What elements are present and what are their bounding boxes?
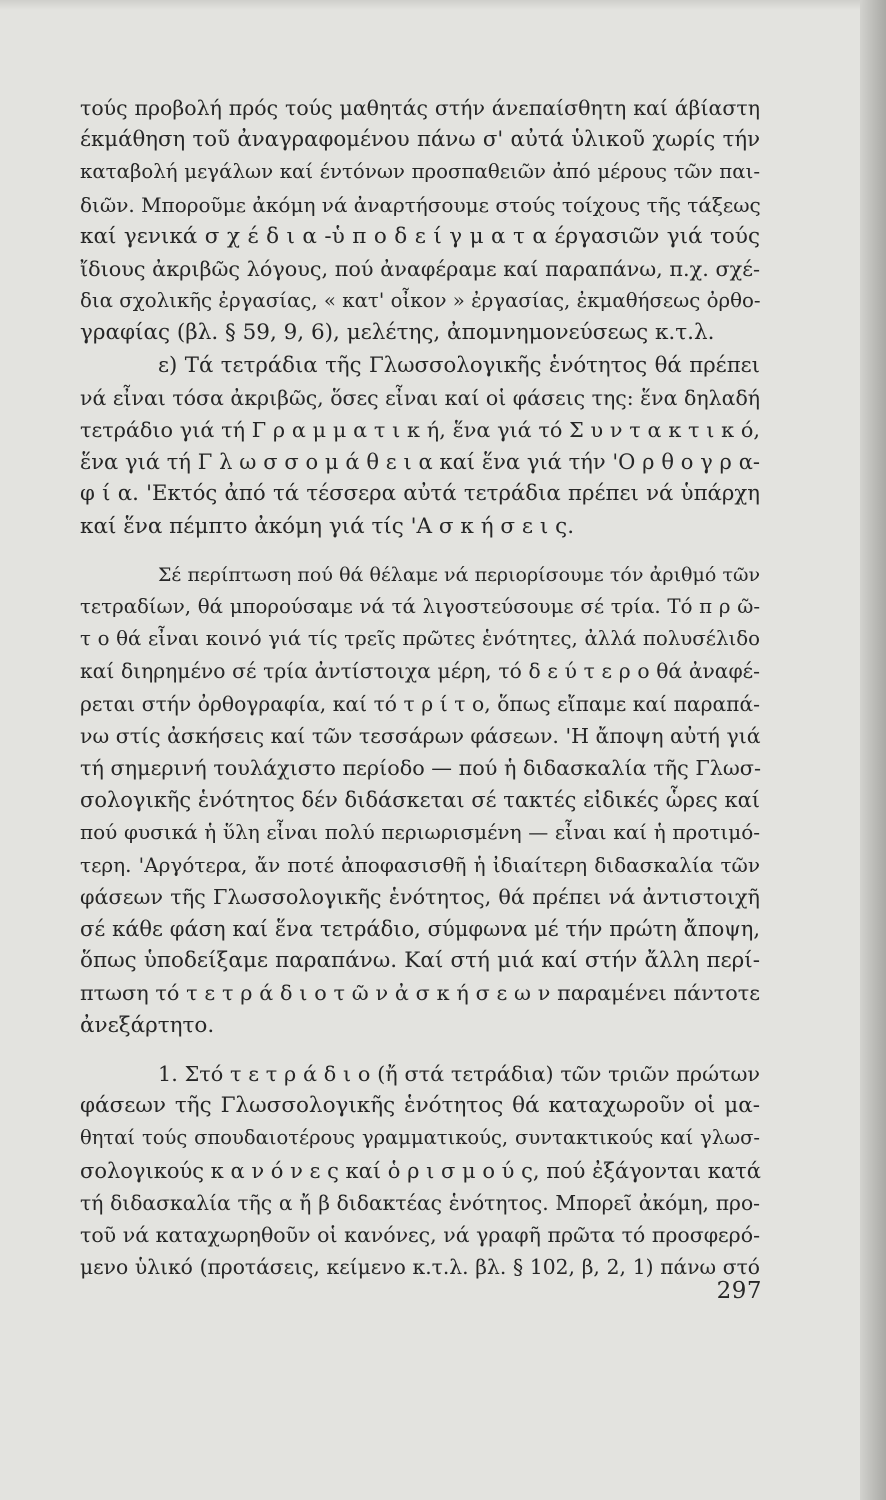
- paragraph-epsilon: [80, 350, 760, 543]
- text-line: Σέ περίπτωση πού θά θέλαμε νά περιορίσουμε τόν ἀριθμό τῶν: [158, 563, 760, 586]
- text-line: ἕνα γιά τή Γ λ ω σ σ ο μ ά θ ε ι α καί ἕνα γιά τήν 'Ο ρ θ ο γ ρ α-: [80, 450, 760, 475]
- paragraph-gap: [80, 543, 760, 559]
- text-line: ε) Τά τετράδια τῆς Γλωσσολογικῆς ἑνότητος θά πρέπει: [158, 352, 760, 378]
- text-line: ἴδιους ἀκριβῶς λόγους, πού ἀναφέραμε καί παραπάνω, π.χ. σχέ-: [80, 257, 760, 282]
- text-line: καί διηρημένο σέ τρία ἀντίστοιχα μέρη, τό δ ε ύ τ ε ρ ο θά ἀναφέ-: [80, 659, 760, 684]
- text-line: καί γενικά σ χ έ δ ι α -ὑ π ο δ ε ί γ μ α τ α έργασιῶν γιά τούς: [80, 223, 760, 249]
- text-line: τοῦ νά καταχωρηθοῦν οἱ κανόνες, νά γραφῆ πρῶτα τό προσφερό-: [80, 1222, 760, 1247]
- text-line: μενο ὑλικό (προτάσεις, κείμενο κ.τ.λ. βλ. § 102, β, 2, 1) πάνω στό: [80, 1255, 760, 1280]
- paragraph-gap: [80, 1042, 760, 1058]
- paragraph-three-notebooks: [80, 559, 760, 1042]
- text-line: σολογικούς κ α ν ό ν ε ς καί ὁ ρ ι σ μ ο ύ ς, πού ἐξάγονται κατά: [80, 1158, 761, 1183]
- text-line: έκμάθηση τοῦ ἀναγραφομένου πάνω σ' αὐτά ὑλικοῦ χωρίς τήν: [80, 127, 760, 153]
- page-top-edge: [0, 0, 886, 10]
- text-line: ρεται στήν ὀρθογραφία, καί τό τ ρ ί τ ο, ὅπως εἴπαμε καί παραπά-: [80, 691, 760, 716]
- text-line: τετράδιο γιά τή Γ ρ α μ μ α τ ι κ ή, ἕνα γιά τό Σ υ ν τ α κ τ ι κ ό,: [80, 418, 760, 443]
- text-line: διῶν. Μποροῦμε ἀκόμη νά ἀναρτήσουμε στούς τοίχους τῆς τάξεως: [80, 192, 761, 217]
- text-line: φάσεων τῆς Γλωσσολογικῆς ἑνότητος θά καταχωροῦν οἱ μα-: [80, 1093, 760, 1119]
- paragraph-one: [80, 1058, 760, 1283]
- text-line: τή σημερινή τουλάχιστο περίοδο — πού ἡ διδασκαλία τῆς Γλωσ-: [80, 756, 761, 781]
- page-right-edge: [860, 0, 886, 1500]
- text-line: 1. Στό τ ε τ ρ ά δ ι ο (ἤ στά τετράδια) τῶν τριῶν πρώτων: [158, 1061, 760, 1086]
- text-line: καταβολή μεγάλων καί έντόνων προσπαθειῶν ἀπό μέρους τῶν παι-: [80, 160, 760, 184]
- text-line: ὅπως ὑποδείξαμε παραπάνω. Καί στή μιά καί στήν ἄλλη περί-: [80, 948, 760, 974]
- text-line: πού φυσικά ἡ ὕλη εἶναι πολύ περιωρισμένη — εἶναι καί ἡ προτιμό-: [80, 820, 760, 845]
- text-line: τερη. 'Αργότερα, ἄν ποτέ ἀποφασισθῆ ἡ ἰδιαίτερη διδασκαλία τῶν: [80, 852, 760, 877]
- text-line: καί ἕνα πέμπτο ἀκόμη γιά τίς 'Α σ κ ή σ ε ι ς.: [80, 513, 575, 539]
- text-line: γραφίας (βλ. § 59, 9, 6), μελέτης, ἀπομνημονεύσεως κ.τ.λ.: [80, 320, 715, 346]
- text-line: ἀνεξάρτητο.: [80, 1012, 215, 1038]
- text-line: φ ί α. 'Εκτός ἀπό τά τέσσερα αὐτά τετράδια πρέπει νά ὑπάρχη: [80, 481, 760, 507]
- page-number: 297: [716, 1278, 762, 1304]
- text-line: νω στίς ἀσκήσεις καί τῶν τεσσάρων φάσεων. 'Η ἄποψη αὐτή γιά: [80, 723, 761, 748]
- text-line: τούς προβολή πρός τούς μαθητάς στήν άνεπαίσθητη καί άβίαστη: [80, 96, 760, 120]
- text-line: δια σχολικῆς ἐργασίας, « κατ' οἶκον » ἐργασίας, ἐκμαθήσεως ὀρθο-: [80, 289, 761, 313]
- text-line: τ ο θά εἶναι κοινό γιά τίς τρεῖς πρῶτες ἑνότητες, ἀλλά πολυσέλιδο: [80, 627, 760, 651]
- text-line: σολογικῆς ἑνότητος δέν διδάσκεται σέ τακτές εἰδικές ὧρες καί: [80, 788, 760, 813]
- text-line: σέ κάθε φάση καί ἕνα τετράδιο, σύμφωνα μέ τήν πρώτη ἄποψη,: [80, 917, 760, 942]
- text-line: τετραδίων, θά μπορούσαμε νά τά λιγοστεύσουμε σέ τρία. Τό π ρ ῶ-: [80, 595, 760, 619]
- paragraph-continuation: [80, 92, 760, 350]
- body-text: [80, 92, 760, 1283]
- text-line: θηταί τούς σπουδαιοτέρους γραμματικούς, συντακτικούς καί γλωσ-: [80, 1126, 760, 1150]
- text-line: φάσεων τῆς Γλωσσολογικῆς ἑνότητος, θά πρέπει νά ἀντιστοιχῆ: [80, 884, 760, 909]
- text-line: πτωση τό τ ε τ ρ ά δ ι ο τ ῶ ν ἀ σ κ ή σ ε ω ν παραμένει πάντοτε: [80, 981, 760, 1006]
- text-line: νά εἶναι τόσα ἀκριβῶς, ὅσες εἶναι καί οἱ φάσεις της: ἕνα δηλαδή: [80, 385, 761, 410]
- text-line: τή διδασκαλία τῆς α ἤ β διδακτέας ἑνότητος. Μπορεῖ ἀκόμη, προ-: [80, 1190, 760, 1215]
